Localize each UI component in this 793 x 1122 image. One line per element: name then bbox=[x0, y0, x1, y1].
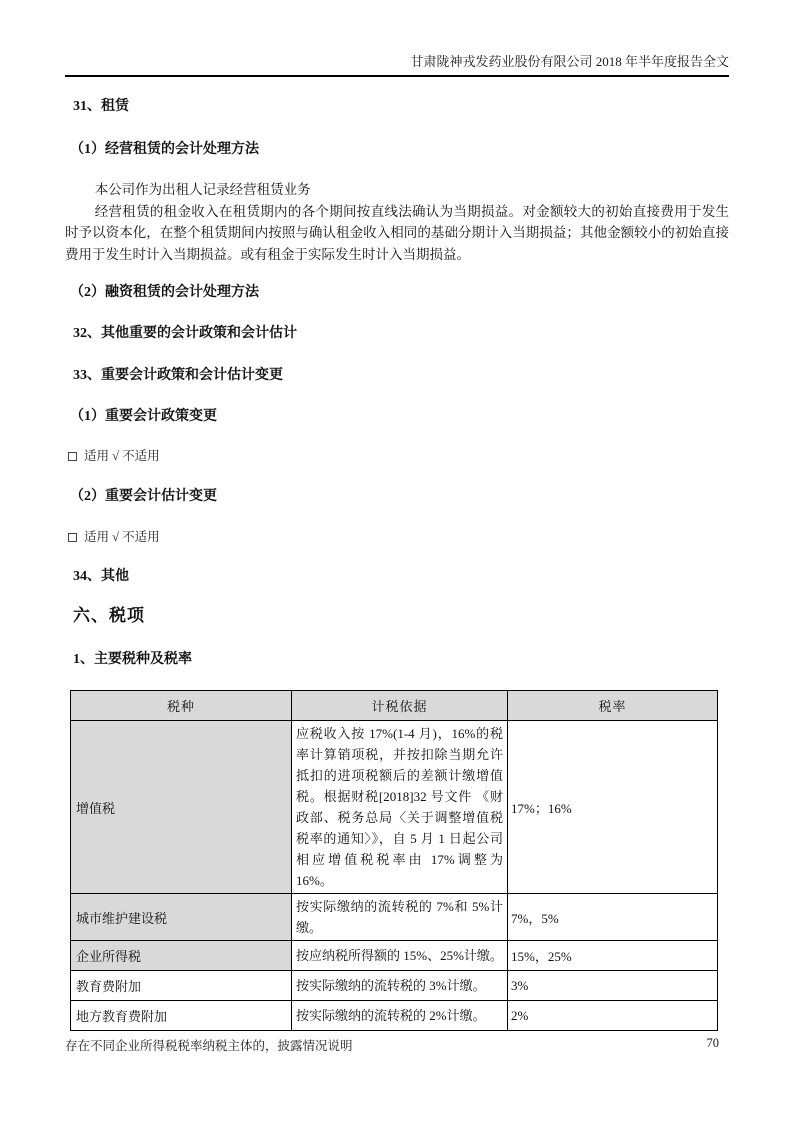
cell-tax-basis: 按实际缴纳的流转税的 2%计缴。 bbox=[292, 1001, 508, 1031]
table-row-education-surcharge bbox=[71, 971, 718, 1001]
cell-tax-type: 地方教育费附加 bbox=[71, 1001, 292, 1031]
table-footnote: 存在不同企业所得税税率纳税主体的，披露情况说明 bbox=[65, 1039, 353, 1053]
table-row-urban-maintenance-tax bbox=[71, 894, 718, 941]
cell-tax-type: 增值税 bbox=[71, 721, 292, 894]
doc-header-title: 甘肃陇神戎发药业股份有限公司 2018 年半年度报告全文 bbox=[410, 54, 729, 69]
heading-31-1-operating-lease-method: （1）经营租赁的会计处理方法 bbox=[70, 142, 259, 157]
heading-32-other-policies: 32、其他重要的会计政策和会计估计 bbox=[73, 326, 297, 341]
cell-tax-rate: 2% bbox=[508, 1001, 718, 1031]
tax-table-header-row bbox=[71, 691, 718, 721]
checkbox-icon bbox=[68, 452, 77, 461]
cell-tax-rate: 7%，5% bbox=[508, 894, 718, 941]
checkbox-icon bbox=[68, 533, 77, 542]
cell-tax-rate: 3% bbox=[508, 971, 718, 1001]
applicability-text: 适用 √ 不适用 bbox=[84, 530, 160, 544]
table-row-vat bbox=[71, 721, 718, 894]
doc-header bbox=[65, 0, 729, 77]
heading-31-2-finance-lease-method: （2）融资租赁的会计处理方法 bbox=[70, 285, 259, 300]
paragraph-lessor: 本公司作为出租人记录经营租赁业务 bbox=[94, 182, 311, 197]
applicability-row-policy-change bbox=[65, 448, 729, 465]
cell-tax-rate: 17%；16% bbox=[508, 721, 718, 894]
cell-tax-type: 城市维护建设税 bbox=[71, 894, 292, 941]
cell-tax-basis: 按实际缴纳的流转税的 3%计缴。 bbox=[292, 971, 508, 1001]
page-number: 70 bbox=[706, 1036, 719, 1050]
cell-tax-type: 企业所得税 bbox=[71, 941, 292, 971]
table-row-local-education-surcharge bbox=[71, 1001, 718, 1031]
paragraph-operating-lease: 经营租赁的租金收入在租赁期内的各个期间按直线法确认为当期损益。对金额较大的初始直接费用于发生时予以资本化，在整个租赁期间内按照与确认租金收入相同的基础分期计入当期损益；其他金额较小的初始直接费用于发生时计入当期损益。或有租金于实际发生时计入当期损益。 bbox=[65, 203, 729, 262]
heading-6-1-main-taxes: 1、主要税种及税率 bbox=[73, 652, 192, 667]
heading-31-lease: 31、租赁 bbox=[73, 99, 129, 114]
applicability-row-estimate-change bbox=[65, 529, 729, 546]
col-header-tax-type: 税种 bbox=[71, 691, 292, 721]
cell-tax-basis: 应税收入按 17%(1-4 月)，16%的税率计算销项税，并按扣除当期允许抵扣的进项税额后的差额计缴增值税。根据财税[2018]32 号文件 《财政部、税务总局〈关于调整增值税税率的通知〉》，自 5 月 1 日起公司相应增值税税率由 17%调整为 16%。 bbox=[292, 721, 508, 894]
heading-33-1-policy-change: （1）重要会计政策变更 bbox=[70, 409, 217, 424]
cell-tax-basis: 按应纳税所得额的 15%、25%计缴。 bbox=[292, 941, 508, 971]
col-header-tax-basis: 计税依据 bbox=[292, 691, 508, 721]
col-header-tax-rate: 税率 bbox=[508, 691, 718, 721]
applicability-text: 适用 √ 不适用 bbox=[84, 449, 160, 463]
heading-33-2-estimate-change: （2）重要会计估计变更 bbox=[70, 489, 217, 504]
table-row-corporate-income-tax bbox=[71, 941, 718, 971]
cell-tax-basis: 按实际缴纳的流转税的 7%和 5%计缴。 bbox=[292, 894, 508, 941]
cell-tax-type: 教育费附加 bbox=[71, 971, 292, 1001]
heading-33-policy-changes: 33、重要会计政策和会计估计变更 bbox=[73, 368, 283, 383]
cell-tax-rate: 15%，25% bbox=[508, 941, 718, 971]
heading-6-taxes: 六、税项 bbox=[73, 606, 145, 625]
tax-table bbox=[70, 690, 718, 1031]
heading-34-other: 34、其他 bbox=[73, 569, 129, 584]
